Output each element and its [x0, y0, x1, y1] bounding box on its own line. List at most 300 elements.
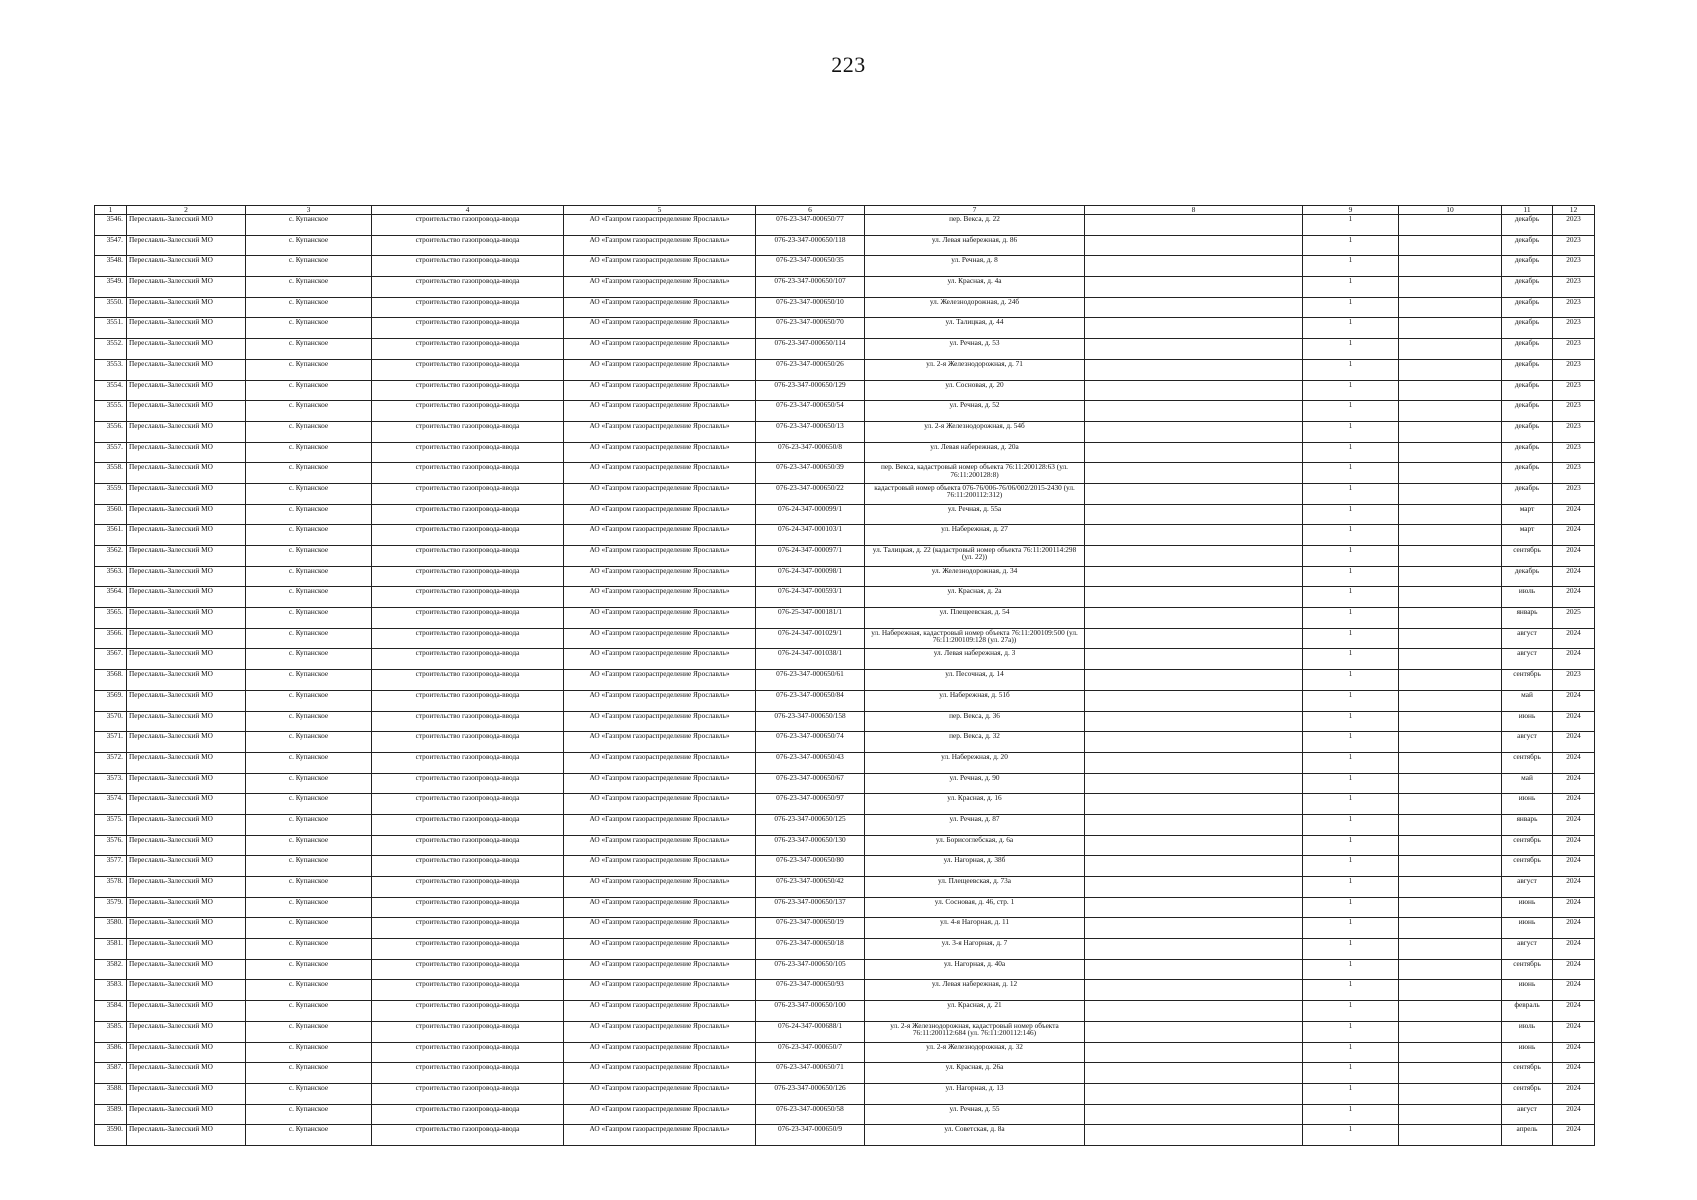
municipality-cell: Переславль-Залесский МО	[127, 1042, 246, 1063]
table-row	[95, 814, 1595, 835]
year-cell: 2024	[1553, 1042, 1595, 1063]
address-cell: ул. Плещеевская, д. 54	[865, 608, 1085, 629]
address-cell: ул. Левая набережная, д. 12	[865, 980, 1085, 1001]
organization-cell: АО «Газпром газораспределение Ярославль»	[564, 980, 756, 1001]
row-number-cell: 3586.	[95, 1042, 127, 1063]
month-cell: июнь	[1502, 794, 1553, 815]
column-10-cell	[1399, 918, 1502, 939]
settlement-cell: с. Купанское	[246, 1021, 372, 1042]
month-cell: декабрь	[1502, 318, 1553, 339]
quantity-cell: 1	[1303, 215, 1399, 236]
organization-cell: АО «Газпром газораспределение Ярославль»	[564, 339, 756, 360]
row-number-cell: 3573.	[95, 773, 127, 794]
column-8-cell	[1085, 297, 1303, 318]
row-number-cell: 3585.	[95, 1021, 127, 1042]
table-body	[95, 215, 1595, 1146]
address-cell: ул. Речная, д. 90	[865, 773, 1085, 794]
row-number-cell: 3567.	[95, 649, 127, 670]
month-cell: август	[1502, 1104, 1553, 1125]
table-row	[95, 297, 1595, 318]
month-cell: май	[1502, 690, 1553, 711]
work-type-cell: строительство газопровода-ввода	[372, 835, 564, 856]
column-10-cell	[1399, 256, 1502, 277]
column-10-cell	[1399, 670, 1502, 691]
quantity-cell: 1	[1303, 1083, 1399, 1104]
column-10-cell	[1399, 215, 1502, 236]
year-cell: 2023	[1553, 401, 1595, 422]
table-row	[95, 752, 1595, 773]
table-row	[95, 566, 1595, 587]
municipality-cell: Переславль-Залесский МО	[127, 1021, 246, 1042]
year-cell: 2024	[1553, 835, 1595, 856]
table-row	[95, 1042, 1595, 1063]
address-cell: ул. Речная, д. 8	[865, 256, 1085, 277]
settlement-cell: с. Купанское	[246, 939, 372, 960]
address-cell: ул. Советская, д. 8а	[865, 1125, 1085, 1146]
quantity-cell: 1	[1303, 277, 1399, 298]
settlement-cell: с. Купанское	[246, 814, 372, 835]
organization-cell: АО «Газпром газораспределение Ярославль»	[564, 856, 756, 877]
column-10-cell	[1399, 1125, 1502, 1146]
column-8-cell	[1085, 256, 1303, 277]
column-8-cell	[1085, 959, 1303, 980]
work-type-cell: строительство газопровода-ввода	[372, 359, 564, 380]
municipality-cell: Переславль-Залесский МО	[127, 215, 246, 236]
application-number-cell: 076-23-347-000650/71	[756, 1063, 865, 1084]
work-type-cell: строительство газопровода-ввода	[372, 1001, 564, 1022]
quantity-cell: 1	[1303, 649, 1399, 670]
column-8-cell	[1085, 463, 1303, 484]
quantity-cell: 1	[1303, 670, 1399, 691]
table-row	[95, 1021, 1595, 1042]
application-number-cell: 076-23-347-000650/58	[756, 1104, 865, 1125]
year-cell: 2024	[1553, 1021, 1595, 1042]
month-cell: сентябрь	[1502, 856, 1553, 877]
month-cell: декабрь	[1502, 256, 1553, 277]
address-cell: ул. Борисоглебская, д. 6а	[865, 835, 1085, 856]
settlement-cell: с. Купанское	[246, 752, 372, 773]
row-number-cell: 3568.	[95, 670, 127, 691]
address-cell: ул. Набережная, д. 51б	[865, 690, 1085, 711]
year-cell: 2024	[1553, 939, 1595, 960]
settlement-cell: с. Купанское	[246, 608, 372, 629]
month-cell: март	[1502, 504, 1553, 525]
column-8-cell	[1085, 525, 1303, 546]
settlement-cell: с. Купанское	[246, 442, 372, 463]
year-cell: 2024	[1553, 504, 1595, 525]
table-row	[95, 1001, 1595, 1022]
address-cell: ул. Плещеевская, д. 73а	[865, 877, 1085, 898]
year-cell: 2024	[1553, 918, 1595, 939]
work-type-cell: строительство газопровода-ввода	[372, 732, 564, 753]
organization-cell: АО «Газпром газораспределение Ярославль»	[564, 1021, 756, 1042]
row-number-cell: 3578.	[95, 877, 127, 898]
address-cell: ул. Сосновая, д. 20	[865, 380, 1085, 401]
column-8-cell	[1085, 1001, 1303, 1022]
organization-cell: АО «Газпром газораспределение Ярославль»	[564, 732, 756, 753]
row-number-cell: 3571.	[95, 732, 127, 753]
settlement-cell: с. Купанское	[246, 1063, 372, 1084]
month-cell: сентябрь	[1502, 1083, 1553, 1104]
municipality-cell: Переславль-Залесский МО	[127, 504, 246, 525]
quantity-cell: 1	[1303, 504, 1399, 525]
year-cell: 2024	[1553, 1104, 1595, 1125]
column-8-cell	[1085, 215, 1303, 236]
quantity-cell: 1	[1303, 587, 1399, 608]
application-number-cell: 076-23-347-000650/137	[756, 897, 865, 918]
application-number-cell: 076-23-347-000650/114	[756, 339, 865, 360]
month-cell: июнь	[1502, 711, 1553, 732]
column-10-cell	[1399, 546, 1502, 567]
work-type-cell: строительство газопровода-ввода	[372, 897, 564, 918]
column-8-cell	[1085, 1125, 1303, 1146]
year-cell: 2024	[1553, 587, 1595, 608]
column-header-12: 12	[1553, 206, 1595, 215]
application-number-cell: 076-23-347-000650/129	[756, 380, 865, 401]
settlement-cell: с. Купанское	[246, 1042, 372, 1063]
year-cell: 2023	[1553, 483, 1595, 504]
municipality-cell: Переславль-Залесский МО	[127, 732, 246, 753]
quantity-cell: 1	[1303, 814, 1399, 835]
year-cell: 2023	[1553, 380, 1595, 401]
column-header-3: 3	[246, 206, 372, 215]
municipality-cell: Переславль-Залесский МО	[127, 587, 246, 608]
row-number-cell: 3550.	[95, 297, 127, 318]
address-cell: ул. Красная, д. 26а	[865, 1063, 1085, 1084]
settlement-cell: с. Купанское	[246, 773, 372, 794]
quantity-cell: 1	[1303, 1021, 1399, 1042]
application-number-cell: 076-23-347-000650/18	[756, 939, 865, 960]
column-8-cell	[1085, 442, 1303, 463]
settlement-cell: с. Купанское	[246, 401, 372, 422]
year-cell: 2024	[1553, 1083, 1595, 1104]
organization-cell: АО «Газпром газораспределение Ярославль»	[564, 794, 756, 815]
organization-cell: АО «Газпром газораспределение Ярославль»	[564, 318, 756, 339]
work-type-cell: строительство газопровода-ввода	[372, 877, 564, 898]
column-header-6: 6	[756, 206, 865, 215]
organization-cell: АО «Газпром газораспределение Ярославль»	[564, 1042, 756, 1063]
year-cell: 2024	[1553, 794, 1595, 815]
column-10-cell	[1399, 773, 1502, 794]
row-number-cell: 3548.	[95, 256, 127, 277]
quantity-cell: 1	[1303, 897, 1399, 918]
year-cell: 2025	[1553, 608, 1595, 629]
month-cell: июнь	[1502, 918, 1553, 939]
table-row	[95, 380, 1595, 401]
work-type-cell: строительство газопровода-ввода	[372, 1083, 564, 1104]
quantity-cell: 1	[1303, 359, 1399, 380]
column-10-cell	[1399, 608, 1502, 629]
application-number-cell: 076-25-347-000181/1	[756, 608, 865, 629]
application-number-cell: 076-24-347-001038/1	[756, 649, 865, 670]
address-cell: ул. Красная, д. 2а	[865, 587, 1085, 608]
column-10-cell	[1399, 690, 1502, 711]
row-number-cell: 3558.	[95, 463, 127, 484]
organization-cell: АО «Газпром газораспределение Ярославль»	[564, 566, 756, 587]
column-10-cell	[1399, 587, 1502, 608]
month-cell: июль	[1502, 587, 1553, 608]
row-number-cell: 3589.	[95, 1104, 127, 1125]
application-number-cell: 076-23-347-000650/80	[756, 856, 865, 877]
row-number-cell: 3569.	[95, 690, 127, 711]
municipality-cell: Переславль-Залесский МО	[127, 297, 246, 318]
column-8-cell	[1085, 1083, 1303, 1104]
quantity-cell: 1	[1303, 525, 1399, 546]
work-type-cell: строительство газопровода-ввода	[372, 380, 564, 401]
application-number-cell: 076-23-347-000650/22	[756, 483, 865, 504]
address-cell: ул. 2-я Железнодорожная, кадастровый номер объекта 76:11:200112:684 (ул. 76:11:200112:146)	[865, 1021, 1085, 1042]
quantity-cell: 1	[1303, 318, 1399, 339]
organization-cell: АО «Газпром газораспределение Ярославль»	[564, 235, 756, 256]
column-header-9: 9	[1303, 206, 1399, 215]
month-cell: декабрь	[1502, 359, 1553, 380]
month-cell: июнь	[1502, 980, 1553, 1001]
settlement-cell: с. Купанское	[246, 918, 372, 939]
table-row	[95, 463, 1595, 484]
row-number-cell: 3572.	[95, 752, 127, 773]
month-cell: август	[1502, 732, 1553, 753]
year-cell: 2023	[1553, 318, 1595, 339]
month-cell: февраль	[1502, 1001, 1553, 1022]
organization-cell: АО «Газпром газораспределение Ярославль»	[564, 1083, 756, 1104]
month-cell: декабрь	[1502, 277, 1553, 298]
row-number-cell: 3552.	[95, 339, 127, 360]
column-10-cell	[1399, 711, 1502, 732]
application-number-cell: 076-23-347-000650/126	[756, 1083, 865, 1104]
month-cell: июнь	[1502, 897, 1553, 918]
month-cell: декабрь	[1502, 566, 1553, 587]
quantity-cell: 1	[1303, 856, 1399, 877]
row-number-cell: 3579.	[95, 897, 127, 918]
address-cell: ул. Речная, д. 52	[865, 401, 1085, 422]
column-header-2: 2	[127, 206, 246, 215]
quantity-cell: 1	[1303, 339, 1399, 360]
address-cell: ул. Речная, д. 87	[865, 814, 1085, 835]
quantity-cell: 1	[1303, 1125, 1399, 1146]
table-row	[95, 959, 1595, 980]
year-cell: 2023	[1553, 442, 1595, 463]
settlement-cell: с. Купанское	[246, 566, 372, 587]
column-10-cell	[1399, 732, 1502, 753]
municipality-cell: Переславль-Залесский МО	[127, 752, 246, 773]
municipality-cell: Переславль-Залесский МО	[127, 256, 246, 277]
column-8-cell	[1085, 1063, 1303, 1084]
column-10-cell	[1399, 835, 1502, 856]
column-8-cell	[1085, 235, 1303, 256]
year-cell: 2023	[1553, 670, 1595, 691]
organization-cell: АО «Газпром газораспределение Ярославль»	[564, 835, 756, 856]
organization-cell: АО «Газпром газораспределение Ярославль»	[564, 483, 756, 504]
municipality-cell: Переславль-Залесский МО	[127, 1083, 246, 1104]
quantity-cell: 1	[1303, 566, 1399, 587]
address-cell: ул. Талицкая, д. 44	[865, 318, 1085, 339]
municipality-cell: Переславль-Залесский МО	[127, 794, 246, 815]
column-8-cell	[1085, 794, 1303, 815]
column-8-cell	[1085, 711, 1303, 732]
work-type-cell: строительство газопровода-ввода	[372, 814, 564, 835]
month-cell: сентябрь	[1502, 546, 1553, 567]
organization-cell: АО «Газпром газораспределение Ярославль»	[564, 628, 756, 649]
column-8-cell	[1085, 359, 1303, 380]
month-cell: май	[1502, 773, 1553, 794]
year-cell: 2024	[1553, 690, 1595, 711]
work-type-cell: строительство газопровода-ввода	[372, 794, 564, 815]
month-cell: декабрь	[1502, 380, 1553, 401]
settlement-cell: с. Купанское	[246, 1104, 372, 1125]
column-8-cell	[1085, 277, 1303, 298]
application-number-cell: 076-23-347-000650/54	[756, 401, 865, 422]
column-10-cell	[1399, 525, 1502, 546]
table-row	[95, 587, 1595, 608]
application-number-cell: 076-23-347-000650/74	[756, 732, 865, 753]
row-number-cell: 3584.	[95, 1001, 127, 1022]
work-type-cell: строительство газопровода-ввода	[372, 711, 564, 732]
column-10-cell	[1399, 1021, 1502, 1042]
quantity-cell: 1	[1303, 980, 1399, 1001]
application-number-cell: 076-23-347-000650/100	[756, 1001, 865, 1022]
year-cell: 2024	[1553, 732, 1595, 753]
column-10-cell	[1399, 504, 1502, 525]
month-cell: сентябрь	[1502, 670, 1553, 691]
row-number-cell: 3554.	[95, 380, 127, 401]
table-row	[95, 835, 1595, 856]
table-row	[95, 318, 1595, 339]
municipality-cell: Переславль-Залесский МО	[127, 959, 246, 980]
municipality-cell: Переславль-Залесский МО	[127, 339, 246, 360]
quantity-cell: 1	[1303, 794, 1399, 815]
column-10-cell	[1399, 794, 1502, 815]
year-cell: 2024	[1553, 525, 1595, 546]
application-number-cell: 076-24-347-000593/1	[756, 587, 865, 608]
column-10-cell	[1399, 1001, 1502, 1022]
year-cell: 2024	[1553, 649, 1595, 670]
month-cell: сентябрь	[1502, 835, 1553, 856]
work-type-cell: строительство газопровода-ввода	[372, 959, 564, 980]
month-cell: сентябрь	[1502, 752, 1553, 773]
quantity-cell: 1	[1303, 401, 1399, 422]
address-cell: пер. Векса, кадастровый номер объекта 76:11:200128:63 (ул. 76:11:200128:8)	[865, 463, 1085, 484]
work-type-cell: строительство газопровода-ввода	[372, 566, 564, 587]
address-cell: пер. Векса, д. 22	[865, 215, 1085, 236]
settlement-cell: с. Купанское	[246, 215, 372, 236]
column-8-cell	[1085, 421, 1303, 442]
register-table	[94, 205, 1595, 1146]
address-cell: пер. Векса, д. 32	[865, 732, 1085, 753]
quantity-cell: 1	[1303, 773, 1399, 794]
month-cell: декабрь	[1502, 483, 1553, 504]
municipality-cell: Переславль-Залесский МО	[127, 670, 246, 691]
column-8-cell	[1085, 608, 1303, 629]
municipality-cell: Переславль-Залесский МО	[127, 877, 246, 898]
organization-cell: АО «Газпром газораспределение Ярославль»	[564, 752, 756, 773]
organization-cell: АО «Газпром газораспределение Ярославль»	[564, 939, 756, 960]
column-8-cell	[1085, 877, 1303, 898]
municipality-cell: Переславль-Залесский МО	[127, 814, 246, 835]
year-cell: 2024	[1553, 897, 1595, 918]
column-10-cell	[1399, 980, 1502, 1001]
column-10-cell	[1399, 339, 1502, 360]
address-cell: ул. Речная, д. 55	[865, 1104, 1085, 1125]
row-number-cell: 3559.	[95, 483, 127, 504]
work-type-cell: строительство газопровода-ввода	[372, 649, 564, 670]
row-number-cell: 3587.	[95, 1063, 127, 1084]
column-10-cell	[1399, 1083, 1502, 1104]
address-cell: ул. Железнодорожная, д. 34	[865, 566, 1085, 587]
quantity-cell: 1	[1303, 1042, 1399, 1063]
application-number-cell: 076-23-347-000650/26	[756, 359, 865, 380]
address-cell: ул. Левая набережная, д. 86	[865, 235, 1085, 256]
table-row	[95, 442, 1595, 463]
column-8-cell	[1085, 380, 1303, 401]
quantity-cell: 1	[1303, 421, 1399, 442]
work-type-cell: строительство газопровода-ввода	[372, 670, 564, 691]
work-type-cell: строительство газопровода-ввода	[372, 939, 564, 960]
organization-cell: АО «Газпром газораспределение Ярославль»	[564, 525, 756, 546]
table-row	[95, 732, 1595, 753]
application-number-cell: 076-23-347-000650/7	[756, 1042, 865, 1063]
table-row	[95, 256, 1595, 277]
column-8-cell	[1085, 980, 1303, 1001]
year-cell: 2023	[1553, 235, 1595, 256]
table-row	[95, 897, 1595, 918]
address-cell: ул. Речная, д. 55а	[865, 504, 1085, 525]
address-cell: ул. Нагорная, д. 13	[865, 1083, 1085, 1104]
quantity-cell: 1	[1303, 939, 1399, 960]
settlement-cell: с. Купанское	[246, 483, 372, 504]
organization-cell: АО «Газпром газораспределение Ярославль»	[564, 649, 756, 670]
work-type-cell: строительство газопровода-ввода	[372, 1125, 564, 1146]
month-cell: июнь	[1502, 1042, 1553, 1063]
address-cell: ул. Сосновая, д. 46, стр. 1	[865, 897, 1085, 918]
row-number-cell: 3566.	[95, 628, 127, 649]
municipality-cell: Переславль-Залесский МО	[127, 1104, 246, 1125]
settlement-cell: с. Купанское	[246, 277, 372, 298]
address-cell: пер. Векса, д. 36	[865, 711, 1085, 732]
application-number-cell: 076-23-347-000650/9	[756, 1125, 865, 1146]
year-cell: 2024	[1553, 877, 1595, 898]
year-cell: 2024	[1553, 1125, 1595, 1146]
address-cell: ул. Левая набережная, д. 20а	[865, 442, 1085, 463]
month-cell: август	[1502, 649, 1553, 670]
quantity-cell: 1	[1303, 1063, 1399, 1084]
table-row	[95, 421, 1595, 442]
column-8-cell	[1085, 628, 1303, 649]
column-10-cell	[1399, 1063, 1502, 1084]
column-8-cell	[1085, 897, 1303, 918]
address-cell: ул. Красная, д. 4а	[865, 277, 1085, 298]
application-number-cell: 076-23-347-000650/39	[756, 463, 865, 484]
organization-cell: АО «Газпром газораспределение Ярославль»	[564, 773, 756, 794]
work-type-cell: строительство газопровода-ввода	[372, 752, 564, 773]
row-number-cell: 3577.	[95, 856, 127, 877]
column-10-cell	[1399, 752, 1502, 773]
column-10-cell	[1399, 1104, 1502, 1125]
column-10-cell	[1399, 877, 1502, 898]
month-cell: декабрь	[1502, 421, 1553, 442]
work-type-cell: строительство газопровода-ввода	[372, 483, 564, 504]
municipality-cell: Переславль-Залесский МО	[127, 939, 246, 960]
work-type-cell: строительство газопровода-ввода	[372, 421, 564, 442]
table-row	[95, 504, 1595, 525]
organization-cell: АО «Газпром газораспределение Ярославль»	[564, 277, 756, 298]
organization-cell: АО «Газпром газораспределение Ярославль»	[564, 897, 756, 918]
application-number-cell: 076-23-347-000650/125	[756, 814, 865, 835]
application-number-cell: 076-23-347-000650/13	[756, 421, 865, 442]
quantity-cell: 1	[1303, 918, 1399, 939]
column-header-1: 1	[95, 206, 127, 215]
address-cell: ул. 4-я Нагорная, д. 11	[865, 918, 1085, 939]
organization-cell: АО «Газпром газораспределение Ярославль»	[564, 297, 756, 318]
